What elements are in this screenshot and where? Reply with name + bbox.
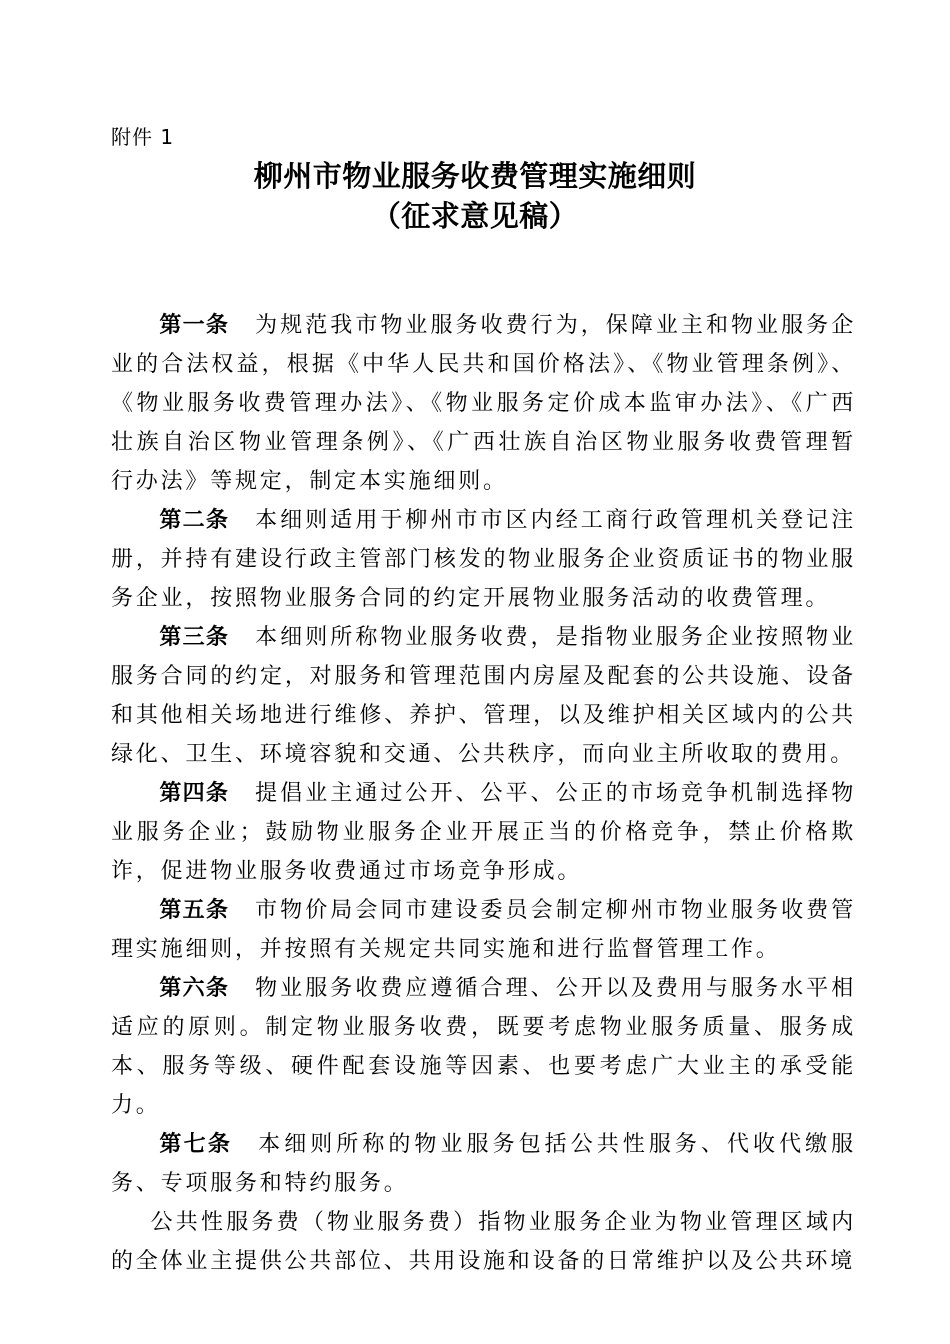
article-text: 为规范我市物业服务收费行为，保障业主和物业服务企业的合法权益，根据《中华人民共和国价格法》、《物业管理条例》、《物业服务收费管理办法》、《物业服务定价成本监审办法》、《广西壮族自治区物业管理条例》、《广西壮族自治区物业服务收费管理暂行办法》等规定，制定本实施细则。 bbox=[111, 313, 856, 494]
article-label: 第四条 bbox=[159, 781, 230, 806]
closing-paragraph: 公共性服务费（物业服务费）指物业服务企业为物业管理区域内的全体业主提供公共部位、共用设施和设备的日常维护以及公共环境 bbox=[111, 1210, 856, 1274]
article-label: 第二条 bbox=[159, 508, 230, 533]
article-3 bbox=[111, 618, 856, 774]
article-text: 本细则适用于柳州市市区内经工商行政管理机关登记注册，并持有建设行政主管部门核发的物业服务企业资质证书的物业服务企业，按照物业服务合同的约定开展物业服务活动的收费管理。 bbox=[111, 508, 856, 611]
article-label: 第七条 bbox=[159, 1132, 233, 1157]
article-4 bbox=[111, 774, 856, 891]
document-subtitle: （征求意见稿） bbox=[371, 199, 579, 233]
article-7 bbox=[111, 1125, 856, 1203]
article-6 bbox=[111, 969, 856, 1125]
article-label: 第三条 bbox=[159, 625, 230, 650]
article-text: 提倡业主通过公开、公平、公正的市场竞争机制选择物业服务企业；鼓励物业服务企业开展正当的价格竞争，禁止价格欺诈，促进物业服务收费通过市场竞争形成。 bbox=[111, 781, 856, 884]
article-label: 第六条 bbox=[159, 976, 230, 1001]
article-label: 第五条 bbox=[159, 898, 230, 923]
article-text: 物业服务收费应遵循合理、公开以及费用与服务水平相适应的原则。制定物业服务收费，既要考虑物业服务质量、服务成本、服务等级、硬件配套设施等因素、也要考虑广大业主的承受能力。 bbox=[111, 976, 856, 1118]
document-title: 柳州市物业服务收费管理实施细则 bbox=[253, 159, 697, 193]
article-5 bbox=[111, 891, 856, 969]
article-text: 本细则所称物业服务收费，是指物业服务企业按照物业服务合同的约定，对服务和管理范围内房屋及配套的公共设施、设备和其他相关场地进行维修、养护、管理，以及维护相关区域内的公共绿化、卫生、环境容貌和交通、公共秩序，而向业主所收取的费用。 bbox=[111, 625, 856, 767]
article-text: 本细则所称的物业服务包括公共性服务、代收代缴服务、专项服务和特约服务。 bbox=[111, 1132, 856, 1196]
document-body bbox=[111, 306, 856, 1281]
article-2 bbox=[111, 501, 856, 618]
article-label: 第一条 bbox=[159, 313, 230, 338]
attachment-label: 附件 1 bbox=[111, 125, 175, 149]
article-1 bbox=[111, 306, 856, 501]
article-text: 市物价局会同市建设委员会制定柳州市物业服务收费管理实施细则，并按照有关规定共同实施和进行监督管理工作。 bbox=[111, 898, 856, 962]
